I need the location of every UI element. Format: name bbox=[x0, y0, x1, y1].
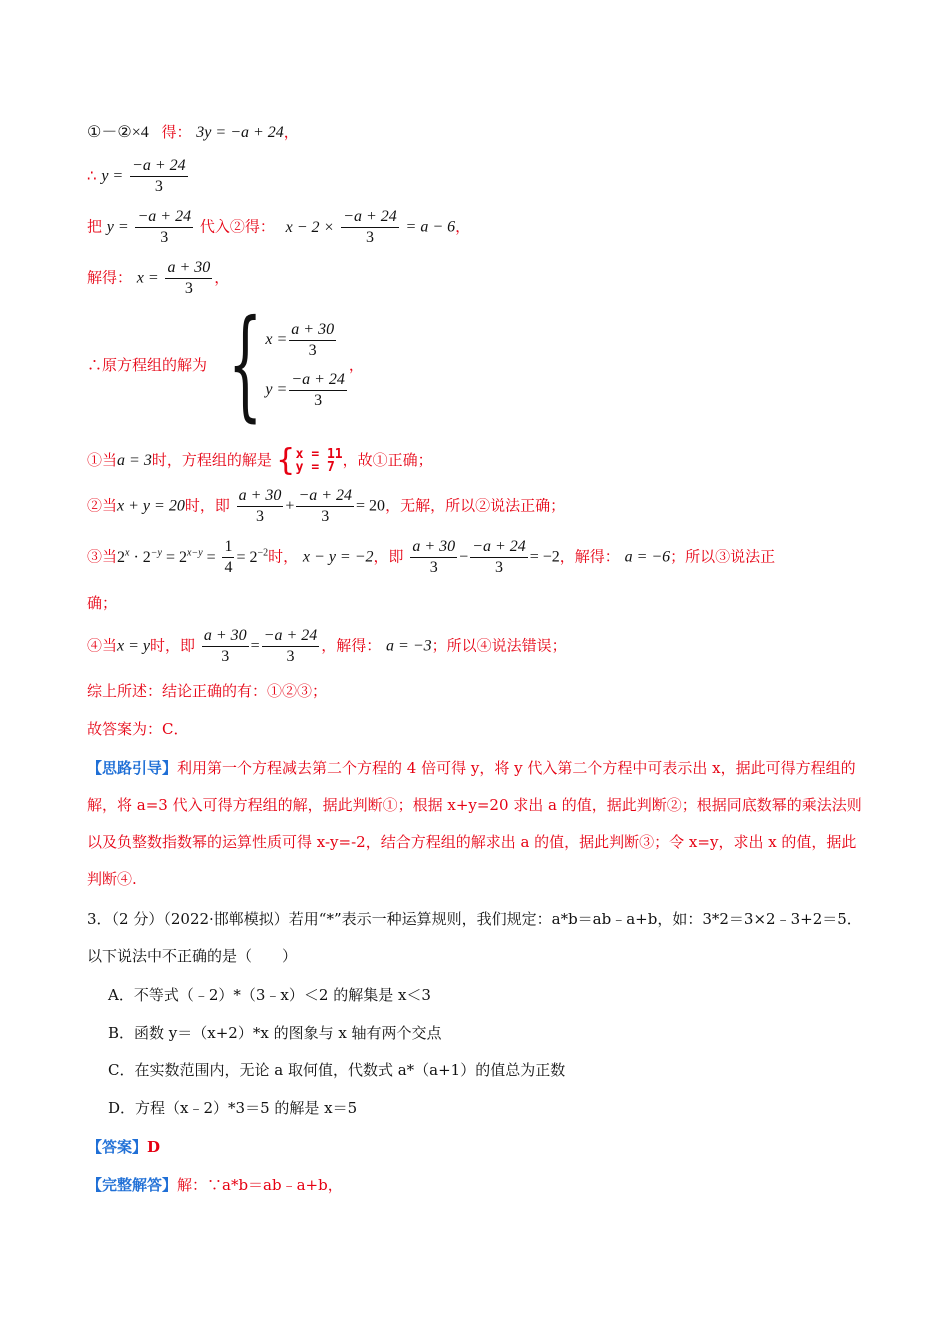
summary-line: 综上所述：结论正确的有：①②③； bbox=[87, 682, 328, 700]
step-label: 把 bbox=[87, 217, 103, 236]
solution-row bbox=[87, 1175, 343, 1195]
case-1-line: ①当a = 3时，方程组的解是 { x = 11 y = 7 ，故①正确； bbox=[87, 443, 433, 478]
case-3-continuation: 确； bbox=[87, 594, 118, 612]
step-label: 解得： bbox=[87, 268, 133, 287]
substitute-line bbox=[87, 207, 470, 248]
option-a: A．不等式（﹣2）*（3﹣x）＜2 的解集是 x＜3 bbox=[108, 986, 431, 1004]
brace-icon: { bbox=[228, 295, 263, 434]
variable: y = bbox=[101, 167, 124, 185]
answer-line: 故答案为：C． bbox=[87, 720, 189, 738]
case-2-line: ②当x + y = 20时，即 $\frac{a + 30}{3}$ + $\frac{-a + 24}{3}$ = 20，无解，所以②说法正确； bbox=[87, 487, 566, 525]
fraction-x: $\frac{a + 30}{3}$ bbox=[167, 259, 211, 297]
fraction-y: $\frac{-a + 24}{3}$ bbox=[132, 157, 186, 195]
system-solution-line bbox=[87, 295, 364, 434]
variable: y = bbox=[106, 218, 129, 236]
hint-tag: 【思路引导】 bbox=[87, 759, 178, 777]
answer-value: D bbox=[147, 1138, 161, 1156]
hint-text: 利用第一个方程减去第二个方程的 4 倍可得 y，将 y 代入第二个方程中可表示出 x，据此可得方程组的解，将 a=3 代入可得方程组的解，据此判断①；根据 x+y=20 求出 a 的值，据此判断②；根据同底数幂的乘法法则以及负整数指数幂的运算性质可得 x-y=-2，结合方程组的解求出 a 的值，据此判断③；令 x=y，求出 x 的值，据此判断④. bbox=[87, 759, 862, 888]
answer-row bbox=[87, 1137, 160, 1157]
therefore-symbol: ∴ bbox=[87, 166, 97, 185]
equation: 3y = −a + 24 bbox=[196, 124, 284, 141]
punct: ， bbox=[214, 268, 230, 287]
equation-op: ①－②×4 bbox=[87, 124, 149, 141]
question-stem: 3．（2 分）（2022·邯郸模拟）若用“*”表示一种运算规则，我们规定：a*b＝ab﹣a+b，如：3*2＝3×2﹣3+2＝5．以下说法中不正确的是（ ） bbox=[87, 910, 862, 965]
equation: = a − 6 bbox=[405, 218, 456, 236]
option-c: C．在实数范围内，无论 a 取何值，代数式 a*（a+1）的值总为正数 bbox=[108, 1061, 566, 1079]
fraction-y: $\frac{-a + 24}{3}$ bbox=[137, 208, 192, 246]
option-d: D．方程（x﹣2）*3＝5 的解是 x＝5 bbox=[108, 1099, 358, 1117]
x-solution-line bbox=[87, 258, 229, 299]
step-label: 得： bbox=[161, 123, 192, 141]
hint-paragraph bbox=[87, 750, 867, 898]
option-b: B．函数 y＝（x+2）*x 的图象与 x 轴有两个交点 bbox=[108, 1024, 442, 1042]
step-label: ∴原方程组的解为 bbox=[87, 356, 208, 374]
equation: x − 2 × bbox=[285, 218, 335, 236]
punct: ， bbox=[455, 217, 471, 236]
case-3-line: ③当$2^x \cdot 2^{-y} = 2^{x-y}$ = $\frac{1}{4}$ = $2^{-2}$时， x − y = −2，即 $\frac{a + 30}{3}$ − $\frac{-a + 24}{3}$ = −2，解得： a = −6；所以③说法正 bbox=[87, 538, 776, 576]
solution-text: 解：∵a*b＝ab﹣a+b， bbox=[177, 1176, 343, 1194]
answer-tag: 【答案】 bbox=[87, 1138, 148, 1156]
solution-tag: 【完整解答】 bbox=[87, 1176, 178, 1194]
small-system: { x = 11 y = 7 bbox=[276, 443, 343, 478]
equation-system: { x = $\frac{a + 30}{3}$ y = $\frac{-a + 24}{3}$ bbox=[228, 295, 345, 434]
punct: ， bbox=[283, 123, 299, 141]
step-subtract-line bbox=[87, 122, 299, 143]
case-4-line: ④当x = y时，即 $\frac{a + 30}{3}$ = $\frac{-a + 24}{3}$ ，解得： a = −3；所以④说法错误； bbox=[87, 627, 567, 665]
step-label: 代入②得： bbox=[199, 217, 275, 236]
fraction-y: $\frac{-a + 24}{3}$ bbox=[343, 208, 397, 246]
variable: x = bbox=[136, 269, 159, 287]
y-expression-line bbox=[87, 156, 190, 197]
punct: ， bbox=[348, 356, 364, 374]
